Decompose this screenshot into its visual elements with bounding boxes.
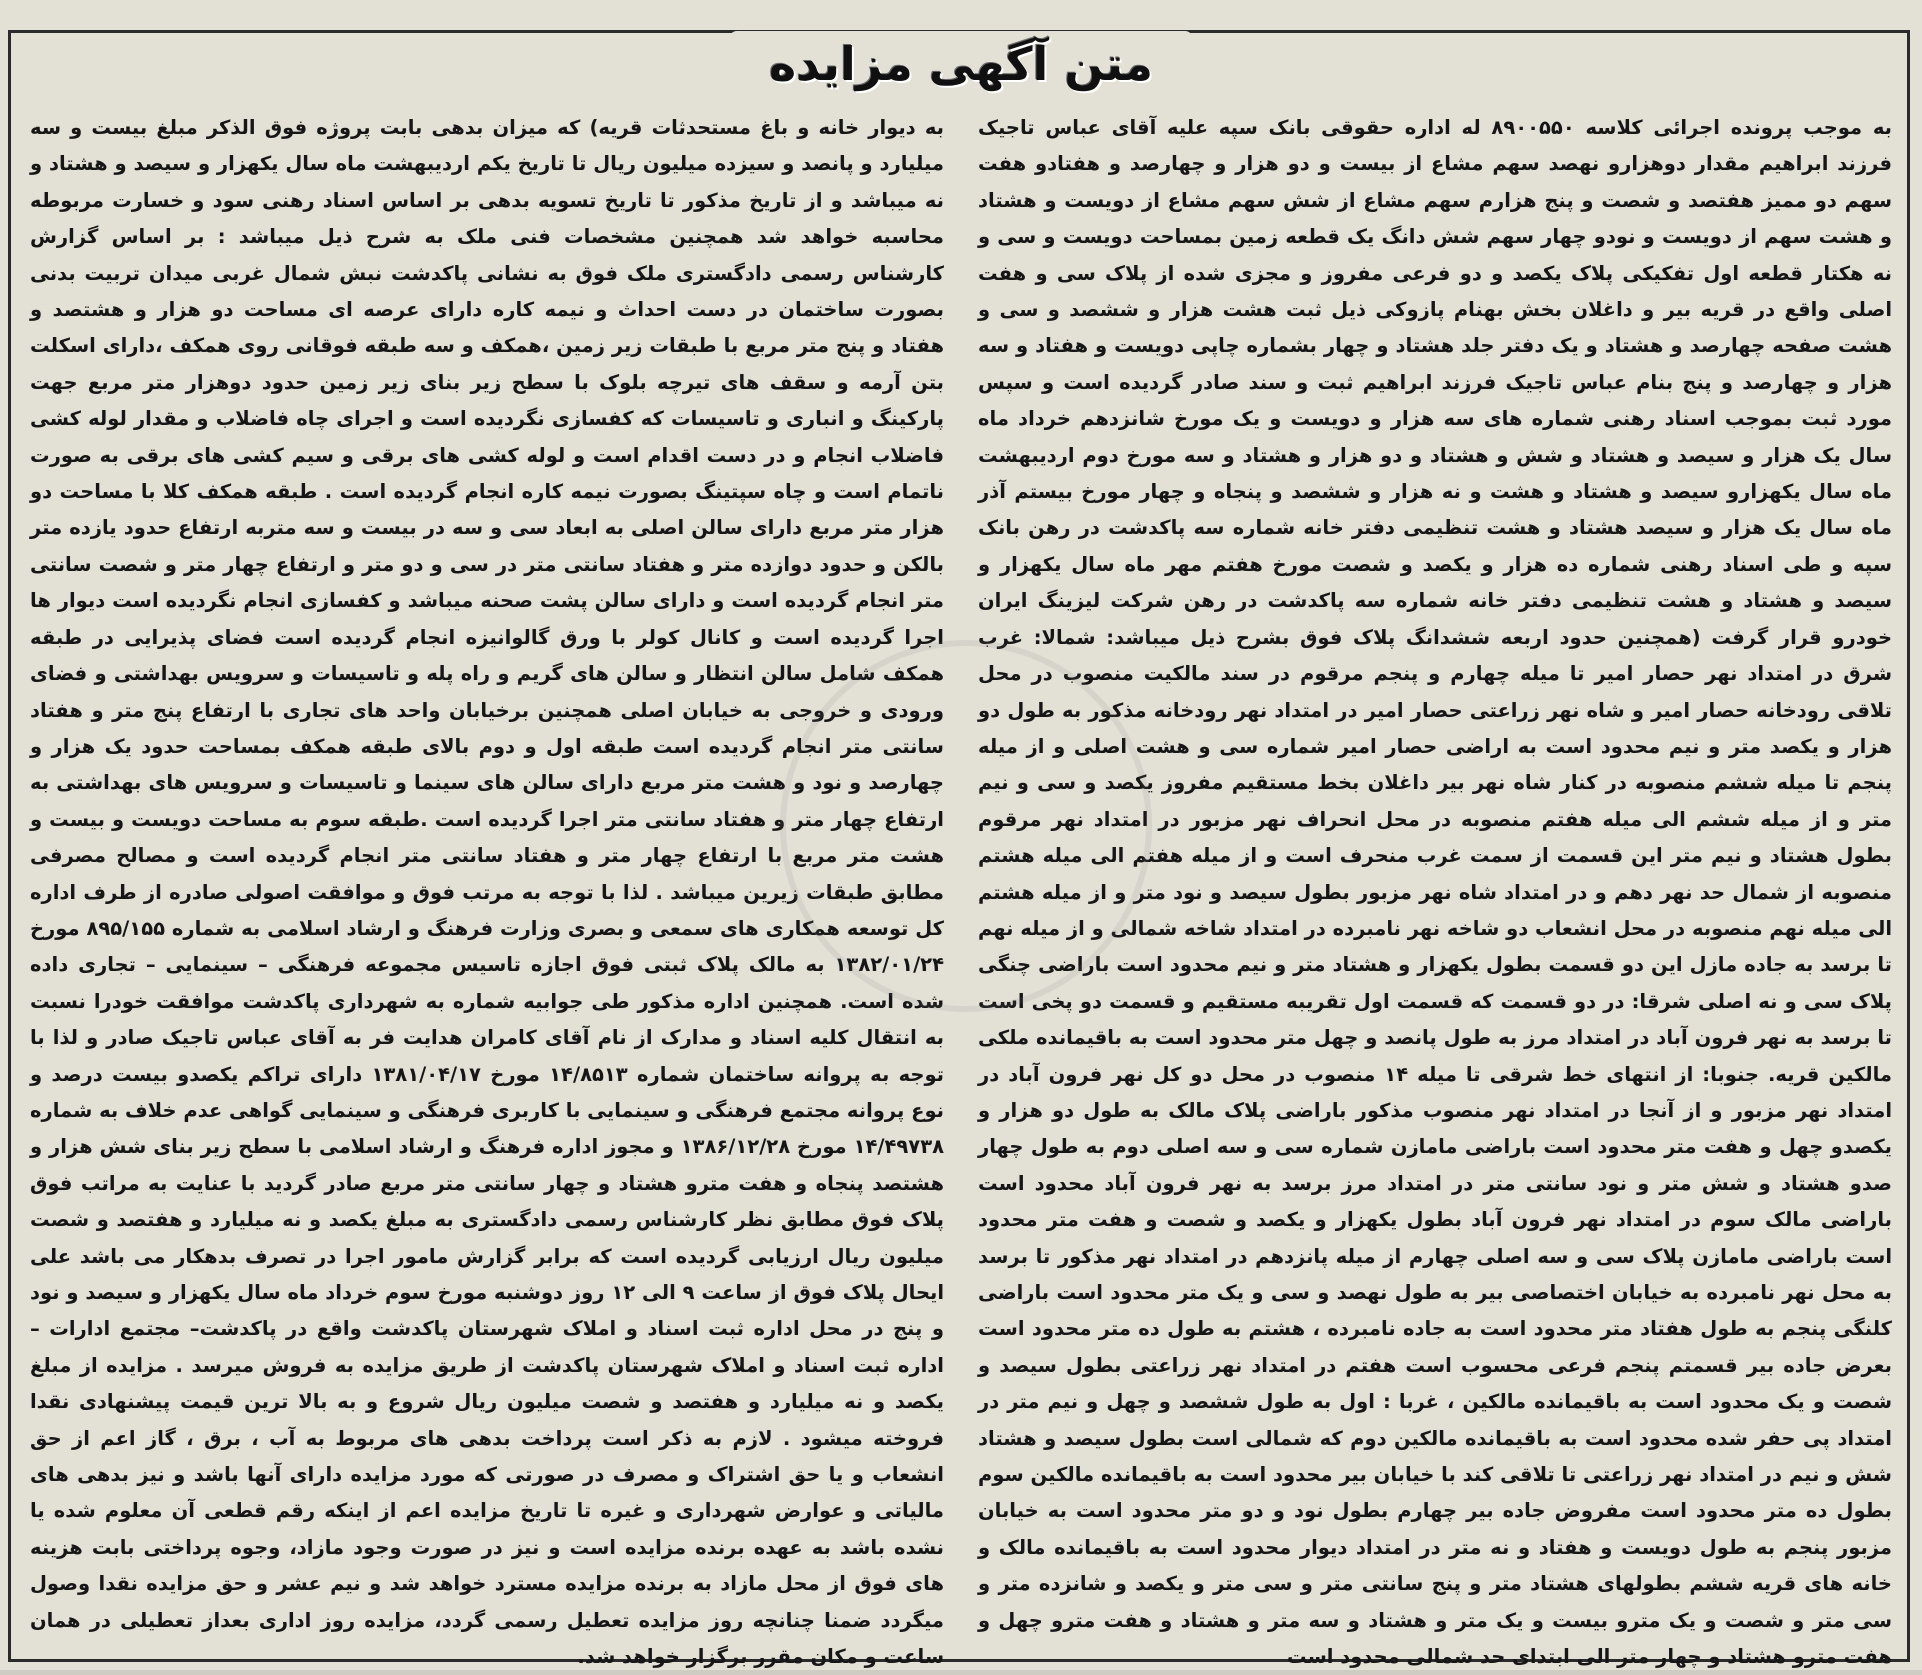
title-banner [0, 22, 1922, 106]
right-column [978, 110, 1892, 1669]
page-title: متن آگهی مزایده [769, 37, 1153, 91]
text-columns [29, 110, 1892, 1669]
left-column [29, 110, 945, 1669]
right-column-text: به موجب پرونده اجرائی کلاسه ۸۹۰۰۵۵۰ له اداره حقوقی بانک سپه علیه آقای عباس تاجیک فرزند ابراهیم مقدار دوهزارو نهصد سهم مشاع از بیست و دو هزار و چهارصد و هفتادو هفت سهم دو ممیز هفتصد و شصت و پنج هزارم سهم مشاع از شش سهم مشاع از دویست و هشتاد و هشت سهم از دویست و نودو چهار سهم شش دانگ یک قطعه زمین بمساحت دویست و سی و نه هکتار قطعه اول تفکیکی پلاک یکصد و دو فرعی مفروز و مجزی شده از پلاک سی و هفت اصلی واقع در قریه بیر و داغلان بخش بهنام پازوکی ذیل ثبت هشت هزار و ششصد و سی و هشت صفحه چهارصد و هشتاد و یک دفتر جلد هشتاد و چهار بشماره چاپی دویست و هفتاد و سه هزار و چهارصد و پنج بنام عباس تاجیک فرزند ابراهیم ثبت و سند صادر گردیده است و سپس مورد ثبت بموجب اسناد رهنی شماره های سه هزار و دویست و یک مورخ شانزدهم خرداد ماه سال یک هزار و سیصد و هشتاد و شش و هشتاد و دو هزار و هشتاد و سه مورخ دوم اردیبهشت ماه سال یکهزارو سیصد و هشتاد و هشت و نه هزار و ششصد و پنجاه و چهار مورخ بیستم آذر ماه سال یک هزار و سیصد هشتاد و هشت تنظیمی دفتر خانه شماره سه پاکدشت در رهن بانک سپه و طی اسناد رهنی شماره ده هزار و یکصد و شصت مورخ هفتم مهر ماه سال یکهزار و سیصد و هشتاد و هشت تنظیمی دفتر خانه شماره سه پاکدشت در رهن شرکت لیزینگ ایران خودرو قرار گرفت (همچنین حدود اربعه ششدانگ پلاک فوق بشرح ذیل میباشد: شمالا: غرب شرق در امتداد نهر حصار امیر تا میله چهارم و پنجم مرقوم در سند مالکیت منصوب در محل تلاقی رودخانه حصار امیر و شاه نهر زراعتی حصار امیر در امتداد نهر رودخانه مذکور به طول دو هزار و یکصد متر و نیم محدود است به اراضی حصار امیر شماره سی و هشت اصلی و از میله پنجم تا میله ششم منصوبه در کنار شاه نهر بیر داغلان بخط مستقیم مفروز یکصد و سی و نیم متر و از میله ششم الی میله هفتم منصوبه در محل انحراف نهر مزبور در امتداد نهر مرقوم بطول هشتاد و نیم متر این قسمت از سمت غرب منحرف است و از میله هفتم الی میله هشتم منصوبه از شمال حد نهر دهم و در امتداد شاه نهر مزبور بطول سیصد و نود متر و از میله هشتم الی میله نهم منصوبه در محل انشعاب دو شاخه نهر نامبرده در امتداد شاخه شمالی و از میله نهم تا برسد به جاده مازل این دو قسمت بطول یکهزار و هشتاد متر و نیم محدود است باراضی چنگی پلاک سی و نه اصلی شرقا: در دو قسمت که قسمت اول تقریبه مستقیم و قسمت دو پخی است تا برسد به نهر فرون آباد در امتداد مرز به طول پانصد و چهل متر محدود است به باقیمانده ملکی مالکین قریه. جنوبا: از انتهای خط شرقی تا میله ۱۴ منصوب در محل دو کل نهر فرون آباد در امتداد نهر مزبور و از آنجا در امتداد نهر منصوب مذکور باراضی پلاک مالک به طول دو هزار و یکصدو چهل و هفت متر محدود است باراضی مامازن شماره سی و سه اصلی دوم به طول چهار صدو هشتاد و شش متر و نود سانتی متر در امتداد مرز برسد به نهر فرون آباد محدود است باراضی مالک سوم در امتداد نهر فرون آباد بطول یکهزار و یکصد و شصت و هفت متر محدود است باراضی مامازن پلاک سی و سه اصلی چهارم از میله پانزدهم در امتداد نهر مذکور تا برسد به محل نهر نامبرده به خیابان اختصاصی بیر به طول نهصد و سی و یک متر محدود است باراضی کلنگی پنجم به طول هفتاد متر محدود است به جاده نامبرده ، هشتم به طول ده متر محدود است بعرض جاده بیر قسمتم پنجم فرعی محسوب است هفتم در امتداد نهر زراعتی بطول سیصد و شصت و یک محدود است به باقیمانده مالکین ، غربا : اول به طول ششصد و چهل و نیم متر در امتداد پی حفر شده محدود است به باقیمانده مالکین دوم که شمالی است بطول سیصد و هشتاد شش و نیم در امتداد نهر زراعتی تا تلاقی کند با خیابان بیر محدود است به باقیمانده مالکین سوم بطول ده متر محدود است مفروض جاده بیر چهارم بطول نود و دو متر محدود است به خیابان مزبور پنجم به طول دویست و هفتاد و نه متر در امتداد دیوار محدود است به باقیمانده مالک و خانه های قریه ششم بطولهای هشتاد متر و پنج سانتی متر و سی متر و یکصد و شانزده متر و سی متر و شصت و یک مترو بیست و یک متر و هشتاد و سه متر و هشتاد و هفت مترو چهل و هفت مترو هشتاد و چهار متر الی ابتدای حد شمالی محدود است [978, 116, 1892, 1669]
title-box [729, 31, 1193, 97]
left-column-text: به دیوار خانه و باغ مستحدثات قریه) که میزان بدهی بابت پروژه فوق الذکر مبلغ بیست و سه میلیارد و پانصد و سیزده میلیون ریال تا تاریخ یکم اردیبهشت ماه سال یکهزار و سیصد و هشتاد و نه میباشد و از تاریخ مذکور تا تاریخ تسویه بدهی بر اساس اسناد رهنی سود و خسارت مربوطه محاسبه خواهد شد همچنین مشخصات فنی ملک به شرح ذیل میباشد : بر اساس گزارش کارشناس رسمی دادگستری ملک فوق به نشانی پاکدشت نبش شمال غربی میدان تربیت بدنی بصورت ساختمان در دست احداث و نیمه کاره دارای عرصه ای مساحت دو هزار و هشتصد و هفتاد و پنج متر مربع با طبقات زیر زمین ،همکف و سه طبقه فوقانی روی همکف ،دارای اسکلت بتن آرمه و سقف های تیرچه بلوک با سطح زیر بنای زیر زمین حدود دوهزار متر مربع جهت پارکینگ و انباری و تاسیسات که کفسازی نگردیده است و اجرای چاه فاضلاب و مقدار لوله کشی فاضلاب انجام و در دست اقدام است و لوله کشی های برقی و سیم کشی های برقی به صورت ناتمام است و چاه سپتینگ بصورت نیمه کاره انجام گردیده است . طبقه همکف کلا با مساحت دو هزار متر مربع دارای سالن اصلی به ابعاد سی و سه در بیست و سه متربه ارتفاع حدود یازده متر بالکن و حدود دوازده متر و هفتاد سانتی متر در سی و دو متر و ارتفاع چهار متر و شصت سانتی متر انجام گردیده است و دارای سالن پشت صحنه میباشد و کفسازی انجام نگردیده است دیوار ها اجرا گردیده است و کانال کولر با ورق گالوانیزه انجام گردیده است فضای پذیرایی در طبقه همکف شامل سالن انتظار و سالن های گریم و راه پله و تاسیسات و سرویس بهداشتی و فضای ورودی و خروجی به خیابان اصلی همچنین برخیابان واحد های تجاری با ارتفاع پنج متر و هفتاد سانتی متر انجام گردیده است طبقه اول و دوم بالای طبقه همکف بمساحت حدود یک هزار و چهارصد و نود و هشت متر مربع دارای سالن های سینما و تاسیسات و سرویس های بهداشتی به ارتفاع چهار متر و هفتاد سانتی متر اجرا گردیده است .طبقه سوم به مساحت دویست و بیست و هشت متر مربع با ارتفاع چهار متر و هفتاد سانتی متر انجام گردیده است و مصالح مصرفی مطابق طبقات زیرین میباشد . لذا با توجه به مرتب فوق و موافقت اصولی صادره از طرف اداره کل توسعه همکاری های سمعی و بصری وزارت فرهنگ و ارشاد اسلامی به شماره ۸۹۵/۱۵۵ مورخ ۱۳۸۲/۰۱/۲۴ به مالک پلاک ثبتی فوق اجازه تاسیس مجموعه فرهنگی – سینمایی – تجاری داده شده است. همچنین اداره مذکور طی جوابیه شماره به شهرداری پاکدشت موافقت خودرا نسبت به انتقال کلیه اسناد و مدارک از نام آقای کامران هدایت فر به آقای عباس تاجیک صادر و لذا با توجه به پروانه ساختمان شماره ۱۴/۸۵۱۳ مورخ ۱۳۸۱/۰۴/۱۷ دارای تراکم یکصدو بیست درصد و نوع پروانه مجتمع فرهنگی و سینمایی با کاربری فرهنگی و سینمایی گواهی عدم خلاف به شماره ۱۴/۴۹۷۳۸ مورخ ۱۳۸۶/۱۲/۲۸ و مجوز اداره فرهنگ و ارشاد اسلامی با سطح زیر بنای شش هزار و هشتصد پنجاه و هفت مترو هشتاد و چهار سانتی متر مربع صادر گردید با عنایت به مراتب فوق پلاک فوق مطابق نظر کارشناس رسمی دادگستری به مبلغ یکصد و نه میلیارد و هفتصد و شصت میلیون ریال ارزیابی گردیده است که برابر گزارش مامور اجرا در تصرف بدهکار می باشد علی ایحال پلاک فوق از ساعت ۹ الی ۱۲ روز دوشنبه مورخ سوم خرداد ماه سال یکهزار و سیصد و نود و پنج در محل اداره ثبت اسناد و املاک شهرستان پاکدشت واقع در پاکدشت– مجتمع ادارات – اداره ثبت اسناد و املاک شهرستان پاکدشت از طریق مزایده به فروش میرسد . مزایده از مبلغ یکصد و نه میلیارد و هفتصد و شصت میلیون ریال شروع و به بالا ترین قیمت پیشنهادی نقدا فروخته میشود . لازم به ذکر است پرداخت بدهی های مربوط به آب ، برق ، گاز اعم از حق انشعاب و یا حق اشتراک و مصرف در صورتی که مورد مزایده دارای آنها باشد و نیز بدهی های مالیاتی و عوارض شهرداری و غیره تا تاریخ مزایده اعم از اینکه رقم قطعی آن معلوم شده یا نشده باشد به عهده برنده مزایده است و نیز در صورت وجود مازاد، وجوه پرداختی بابت هزینه های فوق از محل مازاد به برنده مزایده مسترد خواهد شد و نیم عشر و حق مزایده نقدا وصول میگردد ضمنا چنانچه روز مزایده تعطیل رسمی گردد، مزایده روز اداری بعداز تعطیلی در همان ساعت و مکان مقرر برگزار خواهد شد. [29, 116, 945, 1669]
